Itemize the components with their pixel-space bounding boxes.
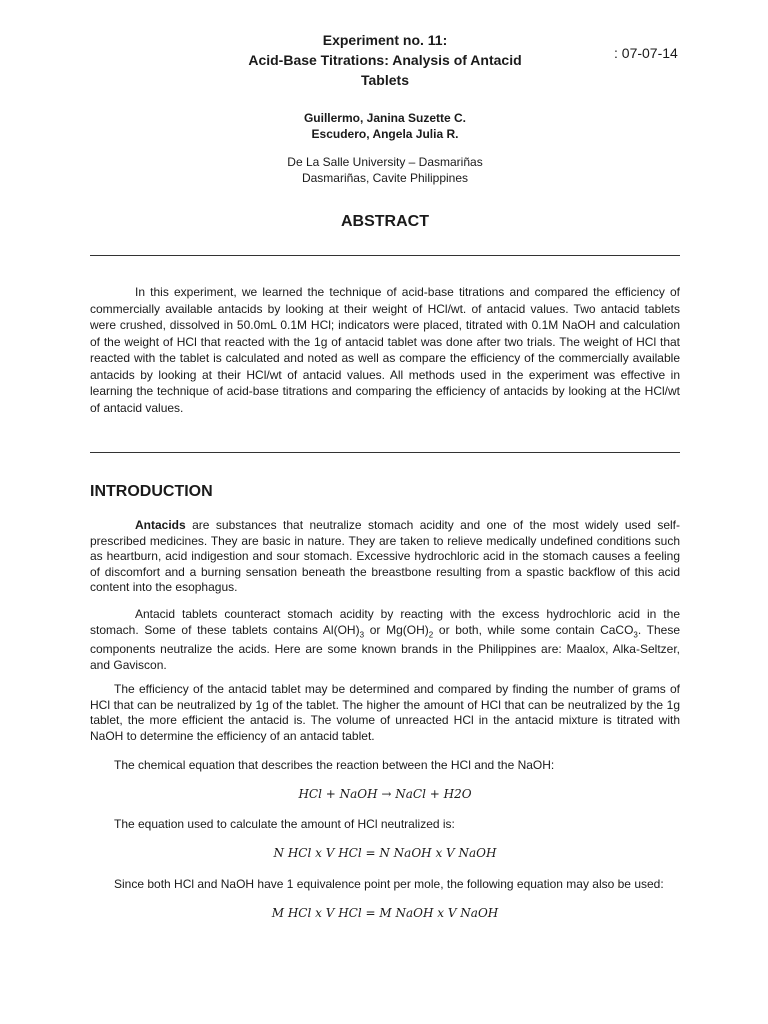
abstract-text: In this experiment, we learned the technique of acid-base titrations and compared the efficiency of commercially available antacids by looking at their weight of HCl/wt. of antacid values. Two antacid tablets were crushed, dissolved in 50.0mL 0.1M HCl; indicators were placed, titrated with 0.1M NaOH and calculation of the weight of HCl that reacted with the 1g of antacid tablet was done after two trials. The weight of HCl that reacted with the tablet is calculated and noted as well as compare the efficiency of the commercially available antacids by looking at their HCl/wt of antacid values. All methods used in the experiment was effective in learning the technique of acid-base titrations and comparing the efficiency of antacids by looking at the HCl/wt of antacid values.	[90, 285, 680, 415]
paper-title	[200, 30, 570, 90]
affiliation-line-1: De La Salle University – Dasmariñas	[287, 155, 483, 169]
author-list	[200, 110, 570, 142]
author-1: Guillermo, Janina Suzette C.	[303, 111, 467, 125]
antacids-keyword: Antacids	[135, 518, 186, 532]
title-line-2: Acid-Base Titrations: Analysis of Antacid	[248, 52, 522, 68]
p2-subscript-2: 2	[428, 629, 434, 639]
intro-paragraph-3: The efficiency of the antacid tablet may be determined and compared by finding the number of grams of HCl that can be neutralized by 1g of the tablet. The higher the amount of HCl that can be neutralized by the 1g tablet, the more efficient the antacid is. The volume of unreacted HCl in the antacid mixture is titrated with NaOH to determine the efficiency of an antacid tablet.	[90, 682, 680, 743]
intro-paragraph-6: Since both HCl and NaOH have 1 equivalence point per mole, the following equation may also be used:	[114, 877, 664, 891]
introduction-heading: INTRODUCTION	[90, 483, 213, 500]
affiliation-line-2: Dasmariñas, Cavite Philippines	[301, 171, 469, 185]
date-label: : 07-07-14	[614, 45, 678, 61]
intro-paragraph-1-text: are substances that neutralize stomach acidity and one of the most widely used self-prescribed medicines. They are basic in nature. They are taken to relieve medically undefined conditions such as heartburn, acid indigestion and sour stomach. Excessive hydrochloric acid in the stomach causes a feeling of discomfort and a burning sensation beneath the breastbone resulting from a spastic backflow of this acid content into the esophagus.	[90, 518, 680, 594]
intro-paragraph-1	[90, 518, 680, 596]
abstract-bottom-rule	[90, 452, 680, 453]
p2-text-b: or Mg(OH)	[364, 622, 429, 637]
molarity-equation: M HCl x V HCl = M NaOH x V NaOH	[271, 906, 499, 920]
author-2: Escudero, Angela Julia R.	[311, 127, 459, 141]
reaction-equation: HCl + NaOH → NaCl + H2O	[298, 787, 472, 801]
abstract-top-rule	[90, 255, 680, 256]
p2-text-c: or both, while some contain CaCO	[433, 622, 634, 637]
title-line-1: Experiment no. 11:	[322, 32, 448, 48]
title-line-3: Tablets	[361, 72, 409, 88]
normality-equation: N HCl x V HCl = N NaOH x V NaOH	[273, 846, 497, 860]
p2-text-a: Antacid tablets counteract stomach acidity by reacting with the excess hydrochloric acid in the stomach. Some of these tablets contains Al(OH)	[90, 607, 680, 637]
abstract-heading: ABSTRACT	[341, 213, 429, 230]
affiliation	[200, 154, 570, 186]
intro-paragraph-5: The equation used to calculate the amount of HCl neutralized is:	[114, 817, 455, 831]
p2-text-d: . These components neutralize the acids. Here are some known brands in the Philippines are: Maalox, Alka-Seltzer, and Gaviscon.	[90, 622, 681, 672]
p2-subscript-3: 3	[633, 629, 638, 639]
p2-subscript-1: 3	[359, 629, 365, 639]
intro-paragraph-2	[90, 607, 680, 673]
intro-paragraph-4: The chemical equation that describes the reaction between the HCl and the NaOH:	[114, 758, 555, 772]
